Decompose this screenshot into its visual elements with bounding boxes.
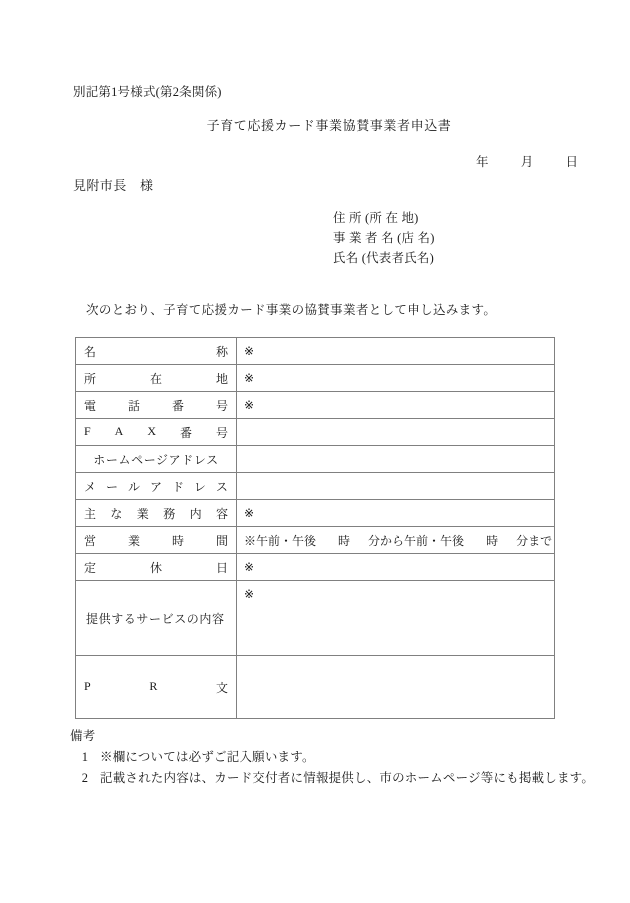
note-text: ※欄については必ずご記入願います。 (100, 750, 315, 764)
row-value-pr-text[interactable] (237, 656, 555, 719)
label-chars-business-hours: 営 業 時 間 (84, 533, 228, 548)
row-value-fax[interactable] (237, 419, 555, 446)
label-chars-business-content: 主 な 業 務 内 容 (84, 506, 228, 521)
table-row (76, 446, 555, 473)
note-text: 記載された内容は、カード交付者に情報提供し、市のホームページ等にも掲載します。 (100, 771, 595, 785)
date-day-label: 日 (565, 155, 578, 169)
table-row (76, 473, 555, 500)
row-label-business-hours (76, 527, 237, 554)
label-chars-location: 所 在 地 (84, 371, 228, 386)
row-value-service-content[interactable]: ※ (237, 581, 555, 656)
required-marker: ※ (244, 533, 257, 548)
row-value-homepage[interactable] (237, 446, 555, 473)
application-table (75, 337, 555, 719)
applicant-address-label: 住 所 (所 在 地) (333, 211, 419, 225)
date-month-label: 月 (520, 155, 534, 169)
addressee: 見附市長 様 (73, 178, 154, 193)
hours-unit-2: 時 (486, 533, 499, 548)
row-label-regular-holiday (76, 554, 237, 581)
label-chars-email: メ ー ル ア ド レ ス (84, 479, 228, 494)
table-row (76, 338, 555, 365)
table-row (76, 419, 555, 446)
row-label-service-content: 提供するサービスの内容 (76, 581, 237, 656)
hours-part1: 午前・午後 (256, 533, 317, 548)
applicant-name-label: 氏名 (代表者氏名) (333, 251, 434, 265)
table-row (76, 554, 555, 581)
table-row (76, 527, 555, 554)
applicant-info-block (333, 208, 435, 268)
note-item (70, 747, 594, 768)
date-line (476, 152, 578, 170)
form-number: 別記第1号様式(第2条関係) (73, 85, 222, 99)
label-chars-phone: 電 話 番 号 (84, 398, 228, 413)
date-year-label: 年 (475, 155, 489, 169)
table-row (76, 581, 555, 656)
note-item (70, 768, 594, 789)
table-row (76, 392, 555, 419)
row-label-homepage: ホームページアドレス (76, 446, 237, 473)
row-label-location (76, 365, 237, 392)
row-label-business-content (76, 500, 237, 527)
notes-section (70, 726, 594, 789)
row-value-regular-holiday[interactable]: ※ (237, 554, 555, 581)
row-label-phone (76, 392, 237, 419)
table-row (76, 365, 555, 392)
row-value-name[interactable]: ※ (237, 338, 555, 365)
label-chars-pr-text: P R 文 (84, 678, 228, 695)
business-hours-text (244, 534, 552, 548)
label-chars-name: 名 称 (84, 344, 228, 359)
hours-part2: 分から午前・午後 (368, 533, 465, 548)
table-row (76, 500, 555, 527)
row-label-name (76, 338, 237, 365)
row-value-email[interactable] (237, 473, 555, 500)
label-chars-fax: F A X 番 号 (84, 423, 228, 440)
notes-title: 備考 (70, 729, 96, 743)
row-label-email (76, 473, 237, 500)
applicant-business-label: 事 業 者 名 (店 名) (333, 231, 435, 245)
row-value-business-content[interactable]: ※ (237, 500, 555, 527)
notes-list (70, 747, 594, 789)
row-label-pr-text (76, 656, 237, 719)
hours-part3: 分まで (516, 533, 553, 548)
hours-unit-1: 時 (338, 533, 351, 548)
row-value-phone[interactable]: ※ (237, 392, 555, 419)
row-value-business-hours[interactable] (237, 527, 555, 554)
lead-sentence: 次のとおり、子育て応援カード事業の協賛事業者として申し込みます。 (86, 303, 497, 317)
table-row (76, 656, 555, 719)
row-value-location[interactable]: ※ (237, 365, 555, 392)
row-label-fax (76, 419, 237, 446)
note-number: 1 (81, 750, 89, 764)
document-title: 子育て応援カード事業協賛事業者申込書 (206, 118, 452, 133)
note-number: 2 (81, 771, 89, 785)
label-chars-regular-holiday: 定 休 日 (84, 560, 228, 575)
